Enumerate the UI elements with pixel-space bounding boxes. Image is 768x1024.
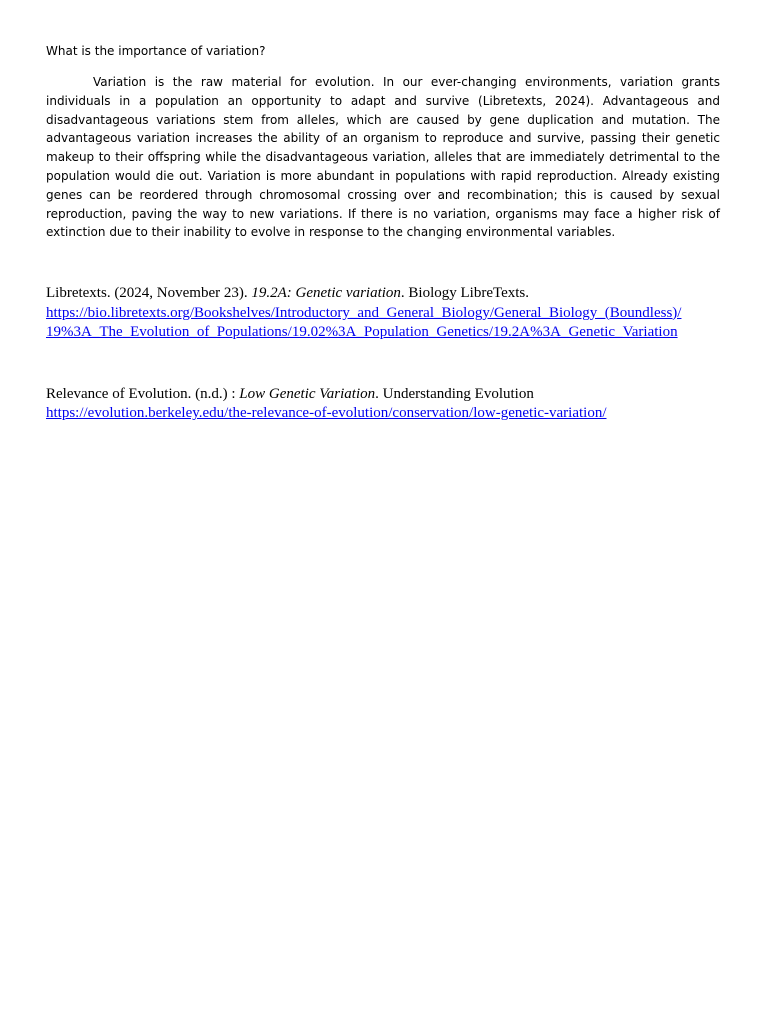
reference-link-line: https://evolution.berkeley.edu/the-relevance-of-evolution/conservation/low-genetic-variation/ — [46, 405, 607, 422]
answer-paragraph: Variation is the raw material for evolution. In our ever-changing environments, variation grants individuals in a population an opportunity to adapt and survive (Libretexts, 2024). Advantageous and disadvantageous variations stem from alleles, which are caused by gene duplication and mutation. The advantageous variation increases the ability of an organism to reproduce and survive, passing their genetic makeup to their offspring while the disadvantageous variation, alleles that are immediately detrimental to the population would die out. Variation is more abundant in populations with rapid reproduction. Already existing genes can be reordered through chromosomal crossing over and recombination; this is caused by sexual reproduction, paving the way to new variations. If there is no variation, organisms may face a higher risk of extinction due to their inability to evolve in response to the changing environmental variables. — [46, 75, 720, 240]
reference-link-line: https://bio.libretexts.org/Bookshelves/Introductory_and_General_Biology/General_Biology_(Boundless)/ — [46, 304, 682, 321]
reference-title: 19.2A: Genetic variation — [251, 285, 401, 302]
reference-link-berkeley[interactable] — [46, 404, 720, 424]
reference-title: Low Genetic Variation — [239, 385, 376, 402]
references-section — [46, 284, 720, 424]
reference-lead: Relevance of Evolution. (n.d.) : — [46, 385, 240, 402]
question-heading: What is the importance of variation? — [46, 44, 266, 58]
reference-link-line: 19%3A_The_Evolution_of_Populations/19.02%3A_Population_Genetics/19.2A%3A_Genetic_Variation — [46, 324, 678, 341]
reference-berkeley — [46, 385, 720, 424]
reference-libretexts — [46, 284, 720, 343]
reference-tail: . Biology LibreTexts. — [400, 285, 530, 302]
reference-link-libretexts[interactable] — [46, 304, 720, 343]
document-body — [46, 42, 720, 424]
reference-lead: Libretexts. (2024, November 23). — [46, 285, 252, 302]
reference-tail: . Understanding Evolution — [375, 385, 534, 402]
